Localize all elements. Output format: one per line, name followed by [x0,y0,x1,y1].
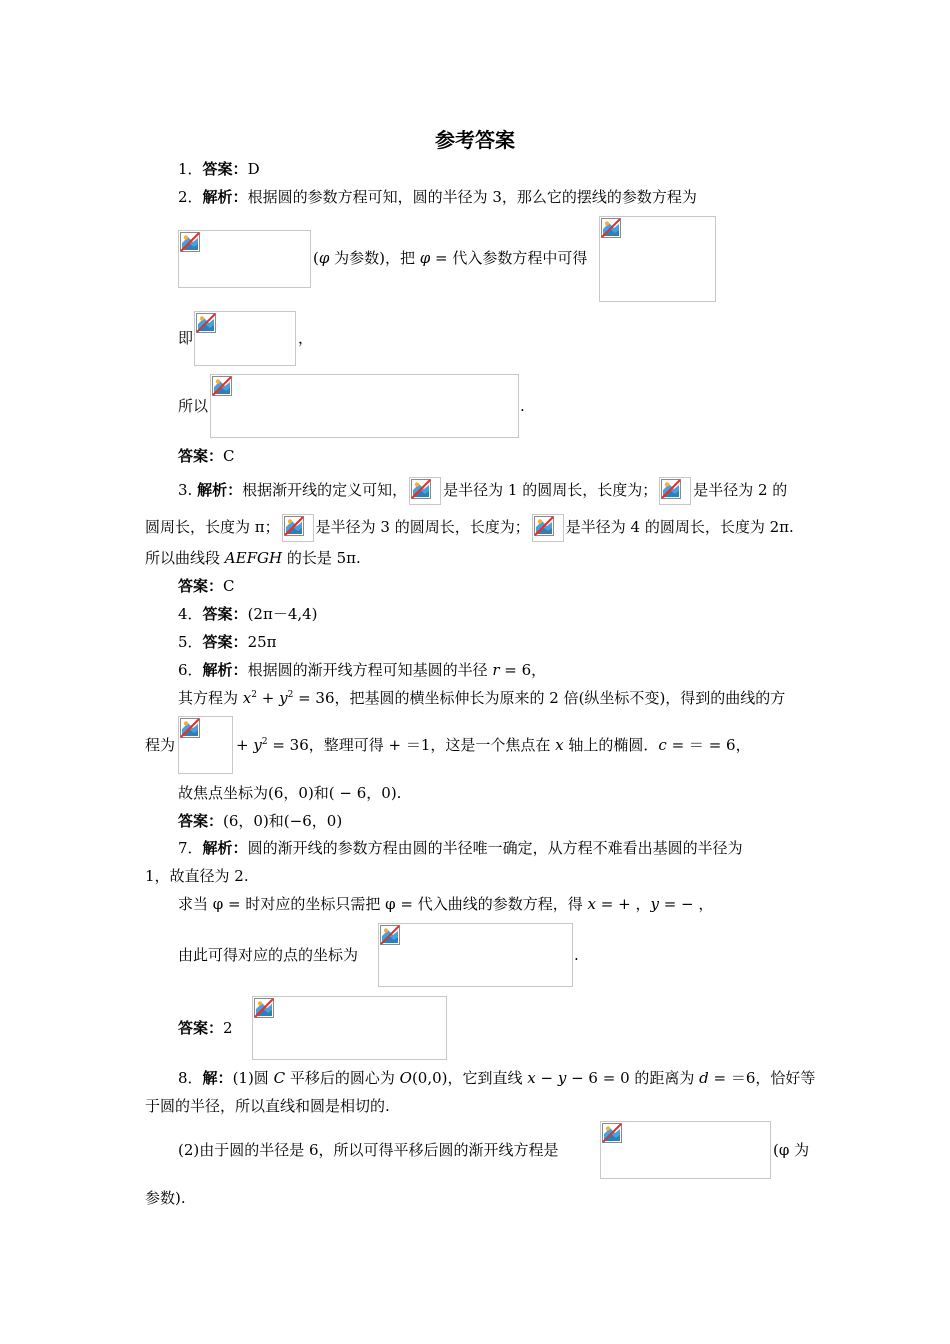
q8-line-3-suffix: (φ 为 [773,1141,810,1159]
formula-image [532,514,564,542]
formula-image [600,1121,771,1179]
q2-line-4-prefix: 所以 [178,397,209,415]
formula-image [599,216,716,302]
broken-image-icon [196,313,216,333]
broken-image-icon [284,516,304,536]
q7-line-4-prefix: 由此可得对应的点的坐标为 [178,946,359,964]
page-title: 参考答案 [435,128,515,152]
q2-line-1: 2．解析：根据圆的参数方程可知，圆的半径为 3，那么它的摆线的参数方程为 [178,188,697,206]
q8-line-1: 8．解：(1)圆 C 平移后的圆心为 O(0,0)，它到直线 x − y − 6 = 0 的距离为 d = ＝6，恰好等 [178,1069,816,1087]
q2-line-3-suffix: ， [298,329,314,347]
broken-image-icon [180,718,200,738]
broken-image-icon [601,218,621,238]
q7-answer: 答案：2 [178,1019,233,1037]
broken-image-icon [661,479,681,499]
broken-image-icon [380,925,400,945]
q3-answer: 答案：C [178,577,235,595]
formula-image [210,374,519,438]
q7-line-3: 求当 φ = 时对应的坐标只需把 φ = 代入曲线的参数方程，得 x = + ，y = − ， [178,895,714,913]
q1-line: 1．答案：D [178,160,260,178]
q5-line: 5．答案：25π [178,633,277,651]
formula-image [252,996,447,1060]
broken-image-icon [212,376,232,396]
formula-image [178,230,311,288]
q8-line-4: 参数). [145,1189,186,1207]
formula-image [659,477,691,505]
q6-line-3-prefix: 程为 [145,736,176,754]
q3-line-1: 3. 解析：根据渐开线的定义可知， 是半径为 1 的圆周长，长度为； 是半径为 2 的 [178,477,787,505]
q3-line-2: 圆周长，长度为 π； 是半径为 3 的圆周长，长度为； 是半径为 4 的圆周长，长度为 2π. [145,514,794,542]
broken-image-icon [254,998,274,1018]
q6-line-1: 6．解析：根据圆的渐开线方程可知基圆的半径 r = 6， [178,661,547,679]
formula-image [178,716,233,774]
q8-line-3-prefix: (2)由于圆的半径是 6，所以可得平移后圆的渐开线方程是 [178,1141,559,1159]
q6-line-2: 其方程为 $x^2 + y^2 = 36$，把基圆的横坐标伸长为原来的 2 倍(纵坐标不变)，得到的曲线的方 [178,689,786,707]
q6-answer: 答案：(6，0)和(−6，0) [178,812,343,830]
formula-image [194,311,296,366]
q6-line-4: 故焦点坐标为(6，0)和( − 6，0). [178,784,402,802]
q2-line-3-prefix: 即 [178,329,194,347]
q8-line-2: 于圆的半径，所以直线和圆是相切的. [145,1097,390,1115]
broken-image-icon [534,516,554,536]
q7-line-4-suffix: . [574,946,579,964]
q2-line-2: (φ 为参数)，把 φ = 代入参数方程中可得 [313,249,588,267]
q6-line-3: + $y^2 = 36$，整理可得 + ＝1，这是一个焦点在 x 轴上的椭圆．c = ＝ = 6， [236,736,751,754]
q2-answer: 答案：C [178,447,235,465]
q2-line-4-suffix: . [520,397,525,415]
q3-line-3: 所以曲线段 AEFGH 的长是 5π. [145,549,361,567]
broken-image-icon [411,479,431,499]
q7-line-1: 7．解析：圆的渐开线的参数方程由圆的半径唯一确定，从方程不难看出基圆的半径为 [178,839,743,857]
q7-line-2: 1，故直径为 2. [145,867,249,885]
q4-line: 4．答案：(2π－4,4) [178,605,318,623]
broken-image-icon [180,232,200,252]
formula-image [282,514,314,542]
broken-image-icon [602,1123,622,1143]
formula-image [378,923,573,987]
formula-image [409,477,441,505]
